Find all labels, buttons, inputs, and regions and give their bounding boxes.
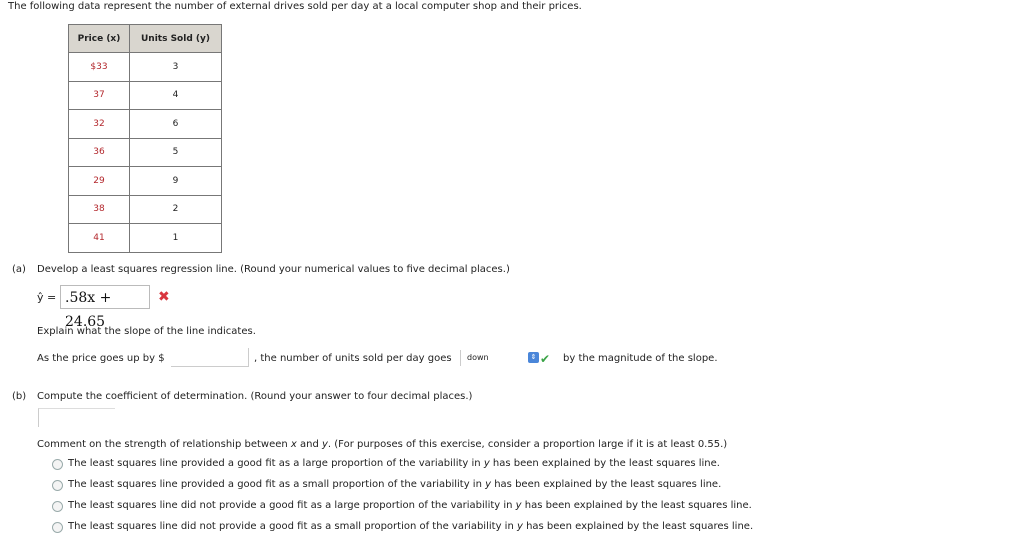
price-cell: 41 xyxy=(69,224,130,253)
table-header-row xyxy=(69,25,222,53)
units-cell: 2 xyxy=(130,195,222,224)
intro-text: The following data represent the number of external drives sold per day at a local computer shop and their prices. xyxy=(8,1,582,12)
price-cell: 37 xyxy=(69,81,130,110)
price-cell: 38 xyxy=(69,195,130,224)
part-a-label: (a) xyxy=(12,264,26,275)
explain-prompt: Explain what the slope of the line indicates. xyxy=(37,326,256,337)
price-cell: $33 xyxy=(69,53,130,82)
price-cell: 36 xyxy=(69,138,130,167)
units-cell: 5 xyxy=(130,138,222,167)
price-cell: 32 xyxy=(69,110,130,139)
option-label: The least squares line did not provide a good fit as a small proportion of the variability in y has been explained by the least squares line. xyxy=(68,521,754,532)
sentence-end: by the magnitude of the slope. xyxy=(563,353,718,364)
units-cell: 3 xyxy=(130,53,222,82)
comment-prompt: Comment on the strength of relationship between x and y. (For purposes of this exercise, consider a proportion large if it is at least 0.55.) xyxy=(37,439,728,450)
x-mark-icon: ✖ xyxy=(158,289,170,305)
direction-select[interactable] xyxy=(460,350,539,366)
checkmark-icon: ✔ xyxy=(540,352,551,366)
coefficient-of-determination-input[interactable] xyxy=(38,408,115,427)
units-cell: 6 xyxy=(130,110,222,139)
y-hat-label: ŷ = xyxy=(37,291,57,304)
part-b-label: (b) xyxy=(12,391,27,402)
units-cell: 9 xyxy=(130,167,222,196)
units-cell: 4 xyxy=(130,81,222,110)
option-label: The least squares line provided a good fit as a large proportion of the variability in y has been explained by the least squares line. xyxy=(68,458,720,469)
table-row xyxy=(69,53,222,82)
table-row xyxy=(69,138,222,167)
option-label: The least squares line did not provide a good fit as a large proportion of the variability in y has been explained by the least squares line. xyxy=(68,500,752,511)
table-row xyxy=(69,195,222,224)
part-b-prompt: Compute the coefficient of determination. (Round your answer to four decimal places.) xyxy=(37,391,473,402)
table-row xyxy=(69,224,222,253)
units-cell: 1 xyxy=(130,224,222,253)
direction-selected-value: down xyxy=(467,353,489,362)
column-header-price: Price (x) xyxy=(69,25,130,53)
table-row xyxy=(69,167,222,196)
data-table xyxy=(68,24,222,253)
option-label: The least squares line provided a good fit as a small proportion of the variability in y has been explained by the least squares line. xyxy=(68,479,722,490)
radio-button-icon[interactable] xyxy=(52,522,63,533)
radio-button-icon[interactable] xyxy=(52,459,63,470)
part-a-prompt: Develop a least squares regression line. (Round your numerical values to five decimal places.) xyxy=(37,264,510,275)
select-arrows-icon[interactable]: ⇕ xyxy=(528,352,539,363)
radio-button-icon[interactable] xyxy=(52,480,63,491)
regression-equation-input[interactable]: .58x + 24.65 xyxy=(60,285,150,309)
slope-amount-input[interactable] xyxy=(171,348,249,367)
table-row xyxy=(69,110,222,139)
sentence-start: As the price goes up by $ xyxy=(37,353,165,364)
column-header-units: Units Sold (y) xyxy=(130,25,222,53)
table-row xyxy=(69,81,222,110)
radio-button-icon[interactable] xyxy=(52,501,63,512)
sentence-mid: , the number of units sold per day goes xyxy=(254,353,452,364)
price-cell: 29 xyxy=(69,167,130,196)
